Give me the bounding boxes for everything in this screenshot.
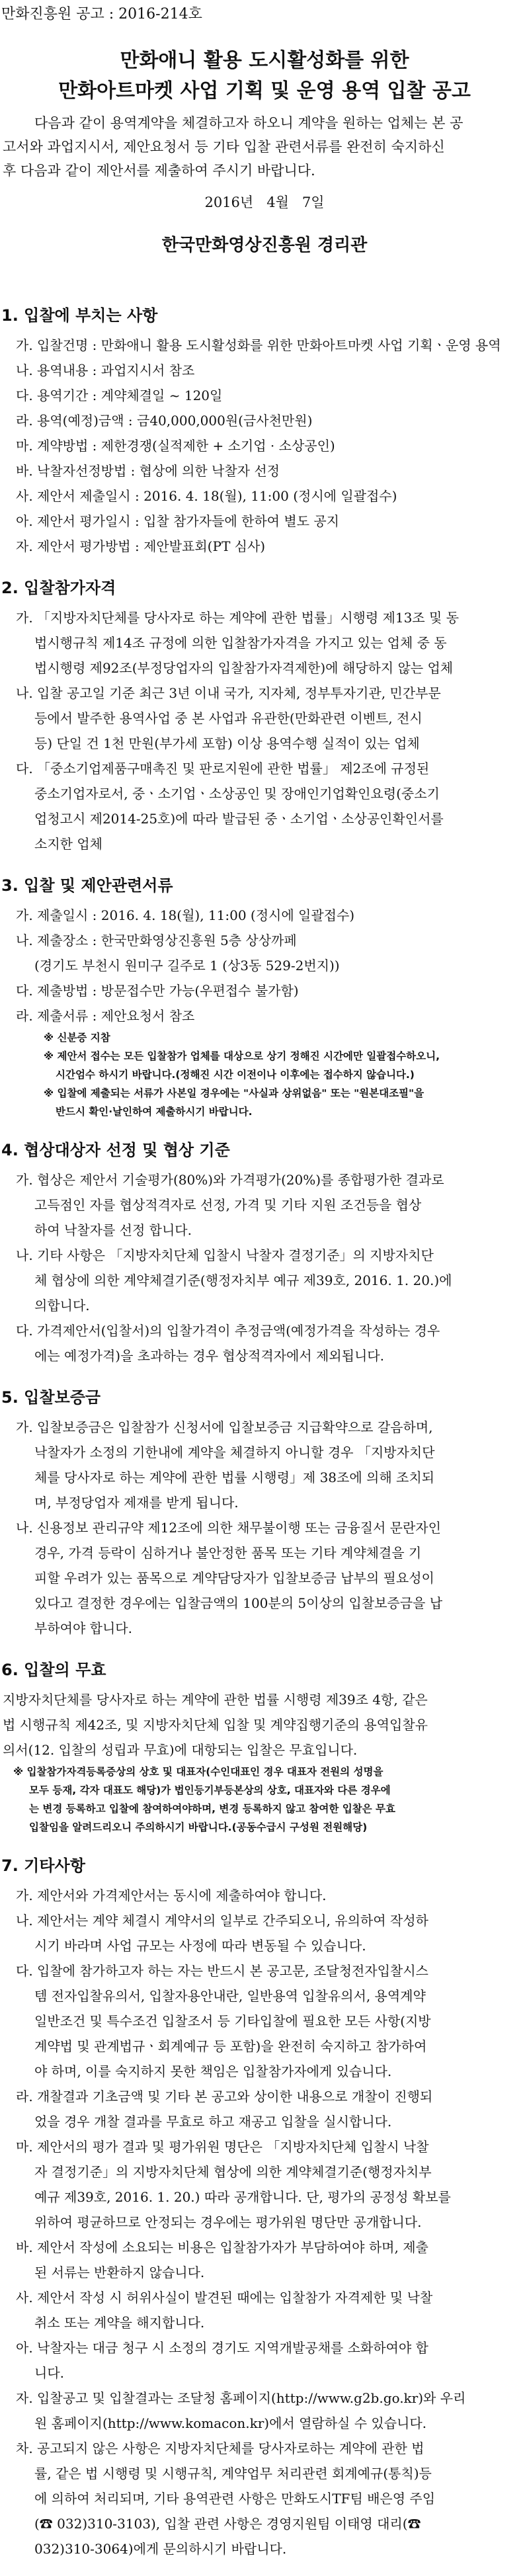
section-line: 업청고시 제2014-25호)에 따라 발급된 중ㆍ소기업ㆍ소상공인확인서를 <box>34 811 444 827</box>
section-body <box>0 1687 529 1837</box>
section-line: 취소 또는 계약을 해지합니다. <box>34 2315 205 2331</box>
section-line: 가. 협상은 제안서 기술평가(80%)와 가격평가(20%)를 종합평가한 결과로 <box>16 1172 444 1188</box>
section-title: 6. 입찰의 무효 <box>1 1661 106 1679</box>
section-line: 일반조건 및 특수조건 입찰조서 등 기타입찰에 필요한 모든 사항(지방 <box>34 2013 431 2029</box>
section-line: 소지한 업체 <box>34 836 102 852</box>
sections-container <box>0 301 529 2576</box>
section-line: 계약법 및 관계법규ㆍ회계예규 등 포함)을 완전히 숙지하고 참가하여 <box>34 2038 427 2054</box>
section-line: 법시행령 제92조(부정당업자의 입찰참가자격제한)에 해당하지 않는 업체 <box>34 660 454 676</box>
section-line: 중소기업자로서, 중ㆍ소기업ㆍ소상공인 및 장애인기업확인요령(중소기 <box>34 786 440 802</box>
section-line: 등에서 발주한 용역사업 중 본 사업과 유관한(만화관련 이벤트, 전시 <box>34 710 423 726</box>
section-line: 032)310-3064)에게 문의하시기 바랍니다. <box>34 2541 287 2557</box>
section-body <box>0 333 529 559</box>
section-line: 률, 같은 법 시행령 및 시행규칙, 계약업무 처리관련 회계예규(통칙)등 <box>34 2466 432 2481</box>
section-line: 마. 계약방법 : 제한경쟁(실적제한 + 소기업 · 소상공인) <box>16 438 335 454</box>
section-line: 나. 용역내용 : 과업지시서 참조 <box>16 362 195 378</box>
section-title: 3. 입찰 및 제안관련서류 <box>1 876 173 895</box>
section-line: 자. 입찰공고 및 입찰결과는 조달청 홈페이지(http://www.g2b.go.kr)와 우리 <box>16 2390 466 2406</box>
section-line: 하여 낙찰자를 선정 합니다. <box>34 1222 192 1238</box>
section-line: 야 하며, 이를 숙지하지 못한 책임은 입찰참가자에게 있습니다. <box>34 2063 392 2079</box>
section-line: 템 전자입찰유의서, 입찰자용안내란, 일반용역 입찰유의서, 용역계약 <box>34 1988 426 2004</box>
section <box>0 1383 529 1641</box>
section-line: (경기도 부천시 원미구 길주로 1 (상3동 529-2번지)) <box>34 958 340 974</box>
section-line: 있다고 결정한 경우에는 입찰금액의 100분의 5이상의 입찰보증금을 납 <box>34 1595 443 1611</box>
intro-line: 후 다음과 같이 제안서를 제출하여 주시기 바랍니다. <box>3 163 315 179</box>
section-line: 지방자치단체를 당사자로 하는 계약에 관한 법률 시행령 제39조 4항, 같은 <box>3 1692 428 1708</box>
notice-number: 만화진흥원 공고 : 2016-214호 <box>1 6 202 22</box>
section-body <box>0 605 529 856</box>
section-line: 다. 입찰에 참가하고자 하는 자는 반드시 본 공고문, 조달청전자입찰시스 <box>16 1963 428 1979</box>
section-note: 모두 등재, 각자 대표도 해당)가 법인등기부등본상의 상호, 대표자와 다른 경우에 <box>29 1784 391 1796</box>
section-line: 에 의하여 처리되며, 기타 용역관련 사항은 만화도시TF팀 배은영 주임 <box>34 2491 436 2507</box>
section-line: 사. 제안서 작성 시 허위사실이 발견된 때에는 입찰참가 자격제한 및 낙찰 <box>16 2290 433 2306</box>
section-body <box>0 903 529 1121</box>
section-note: 입찰임을 알려드리오니 주의하시기 바랍니다.(공동수급시 구성원 전원해당) <box>29 1821 368 1833</box>
section-line: 라. 제출서류 : 제안요청서 참조 <box>16 1008 195 1024</box>
section-line: 에는 예정가격)을 초과하는 경우 협상적격자에서 제외됩니다. <box>34 1348 384 1364</box>
section-line: 가. 제출일시 : 2016. 4. 18(월), 11:00 (정시에 일괄접수) <box>16 907 355 923</box>
section-line: 된 서류는 반환하지 않습니다. <box>34 2264 205 2280</box>
section-line: 시기 바라며 사업 규모는 사정에 따라 변동될 수 있습니다. <box>34 1938 366 1954</box>
section-note: ※ 제안서 접수는 모든 입찰참가 업체를 대상으로 상기 정해진 시간에만 일괄접수하오니, <box>44 1050 440 1062</box>
section <box>0 573 529 856</box>
intro-paragraph <box>3 111 526 183</box>
section-line: 며, 부정당업자 제재를 받게 됩니다. <box>34 1495 239 1511</box>
section-line: 낙찰자가 소정의 기한내에 계약을 체결하지 아니할 경우 「지방자치단 <box>34 1444 435 1460</box>
section-body <box>0 1883 529 2561</box>
section-line: 고득점인 자를 협상적격자로 선정, 가격 및 기타 지원 조건등을 협상 <box>34 1197 422 1213</box>
section-note: ※ 입찰에 제출되는 서류가 사본일 경우에는 "사실과 상위없음" 또는 "원본대조필"을 <box>44 1087 425 1099</box>
section-line: 피할 우려가 있는 품목으로 계약담당자가 입찰보증금 납부의 필요성이 <box>34 1570 434 1586</box>
section-title: 4. 협상대상자 선정 및 협상 기준 <box>1 1141 230 1159</box>
section-line: 아. 낙찰자는 대금 청구 시 소정의 경기도 지역개발공채를 소화하여야 합 <box>16 2340 428 2356</box>
section-line: 가. 제안서와 가격제안서는 동시에 제출하여야 합니다. <box>16 1888 327 1903</box>
section-title: 1. 입찰에 부치는 사항 <box>1 306 158 325</box>
section-line: 다. 「중소기업제품구매촉진 및 판로지원에 관한 법률」 제2조에 규정된 <box>16 761 430 776</box>
section-line: 라. 개찰결과 기초금액 및 기타 본 공고와 상이한 내용으로 개찰이 진행되 <box>16 2089 433 2104</box>
section-line: 차. 공고되지 않은 사항은 지방자치단체를 당사자로하는 계약에 관한 법 <box>16 2440 425 2456</box>
section-line: 등) 단일 건 1천 만원(부가세 포함) 이상 용역수행 실적이 있는 업체 <box>34 735 420 751</box>
section-line: 라. 용역(예정)금액 : 금40,000,000원(금사천만원) <box>16 413 313 429</box>
section-note: 는 변경 등록하고 입찰에 참여하여야하며, 변경 등록하지 않고 참여한 입찰은 무효 <box>29 1803 395 1815</box>
section-line: 아. 제안서 평가일시 : 입찰 참가자들에 한하여 별도 공지 <box>16 513 339 529</box>
section <box>0 1851 529 2561</box>
section-note: 시간엄수 하시기 바랍니다.(정해진 시간 이전이나 이후에는 접수하지 않습니다.) <box>56 1069 415 1081</box>
section-title: 2. 입찰참가자격 <box>1 579 116 597</box>
section-line: 법 시행규칙 제42조, 및 지방자치단체 입찰 및 계약집행기준의 용역입찰유 <box>3 1717 428 1733</box>
section <box>0 301 529 559</box>
section-line: 의합니다. <box>34 1298 90 1313</box>
section-title: 7. 기타사항 <box>1 1856 85 1875</box>
section-note: 반드시 확인·날인하여 제출하시기 바랍니다. <box>56 1106 253 1118</box>
section-line: 가. 입찰건명 : 만화애니 활용 도시활성화를 위한 만화아트마켓 사업 기획ㆍ운영 용역 <box>16 337 501 353</box>
section-title: 5. 입찰보증금 <box>1 1388 101 1407</box>
section-line: 경우, 가격 등락이 심하거나 불안정한 품목 또는 기타 계약체결을 기 <box>34 1545 422 1561</box>
section-line: 마. 제안서의 평가 결과 및 평가위원 명단은 「지방자치단체 입찰시 낙찰 <box>16 2139 429 2155</box>
section-line: 다. 용역기간 : 계약체결일 ~ 120일 <box>16 388 223 403</box>
section-line: 가. 「지방자치단체를 당사자로 하는 계약에 관한 법률」시행령 제13조 및 동 <box>16 610 459 626</box>
document-title-line2: 만화아트마켓 사업 기획 및 운영 용역 입찰 공고 <box>58 79 471 103</box>
section-line: 예규 제39호, 2016. 1. 20.) 따라 공개합니다. 단, 평가의 공정성 확보를 <box>34 2189 451 2205</box>
notice-date: 2016년 4월 7일 <box>204 194 325 210</box>
section-body <box>0 1167 529 1368</box>
intro-line: 다음과 같이 용역계약을 체결하고자 하오니 계약을 원하는 업체는 본 공 <box>34 115 464 131</box>
section-line: 자 결정기준」의 지방자치단체 협상에 의한 계약체결기준(행정자치부 <box>34 2164 432 2180</box>
section-line: 법시행규칙 제14조 규정에 의한 입찰참가자격을 가지고 있는 업체 중 동 <box>34 635 447 651</box>
section-line: 위하여 평균하므로 안정되는 경우에는 평가위원 명단만 공개합니다. <box>34 2214 422 2230</box>
issuer-name: 한국만화영상진흥원 경리관 <box>161 235 368 255</box>
section-line: 사. 제안서 제출일시 : 2016. 4. 18(월), 11:00 (정시에 일괄접수) <box>16 488 397 504</box>
intro-line: 고서와 과업지시서, 제안요청서 등 기타 입찰 관련서류를 완전히 숙지하신 <box>3 139 445 155</box>
section-line: 체를 당사자로 하는 계약에 관한 법률 시행령」제 38조에 의해 조치되 <box>34 1470 434 1485</box>
section-body <box>0 1415 529 1641</box>
section-line: 나. 입찰 공고일 기준 최근 3년 이내 국가, 지자체, 정부투자기관, 민간부문 <box>16 685 441 701</box>
section <box>0 1136 529 1368</box>
section-line: 나. 신용정보 관리규약 제12조에 의한 채무불이행 또는 금융질서 문란자인 <box>16 1520 441 1536</box>
document-title-line1: 만화애니 활용 도시활성화를 위한 <box>120 49 409 72</box>
section-line: 나. 기타 사항은 「지방자치단체 입찰시 낙찰자 결정기준」의 지방자치단 <box>16 1247 434 1263</box>
section-line: 나. 제안서는 계약 체결시 계약서의 일부로 간주되오니, 유의하여 작성하 <box>16 1913 428 1929</box>
section-line: 나. 제출장소 : 한국만화영상진흥원 5층 상상까페 <box>16 933 297 948</box>
section <box>0 871 529 1121</box>
section-line: 가. 입찰보증금은 입찰참가 신청서에 입찰보증금 지급확약으로 갈음하며, <box>16 1419 433 1435</box>
section-line: 었을 경우 개찰 결과를 무효로 하고 재공고 입찰을 실시합니다. <box>34 2114 392 2130</box>
section-line: 니다. <box>34 2365 64 2381</box>
section-note: ※ 입찰참가자격등록증상의 상호 및 대표자(수인대표인 경우 대표자 전원의 성명을 <box>13 1766 384 1778</box>
section-line: 부하여야 합니다. <box>34 1620 132 1636</box>
section-line: 원 홈페이지(http://www.komacon.kr)에서 열람하실 수 있습니다. <box>34 2415 427 2431</box>
section <box>0 1655 529 1837</box>
section-line: 바. 제안서 작성에 소요되는 비용은 입찰참가자가 부담하여야 하며, 제출 <box>16 2239 428 2255</box>
section-line: (☎ 032)310-3103), 입찰 관련 사항은 경영지원팀 이태영 대리(☎ <box>34 2516 421 2532</box>
section-line: 바. 낙찰자선정방법 : 협상에 의한 낙찰자 선정 <box>16 463 280 479</box>
section-line: 의서(12. 입찰의 성립과 무효)에 대항되는 입찰은 무효입니다. <box>3 1742 358 1758</box>
section-line: 체 협상에 의한 계약체결기준(행정자치부 예규 제39호, 2016. 1. 20.)에 <box>34 1272 452 1288</box>
section-line: 자. 제안서 평가방법 : 제안발표회(PT 심사) <box>16 538 266 554</box>
section-line: 다. 제출방법 : 방문접수만 가능(우편접수 불가함) <box>16 983 299 999</box>
section-line: 다. 가격제안서(입찰서)의 입찰가격이 추정금액(예정가격을 작성하는 경우 <box>16 1323 440 1339</box>
section-note: ※ 신분증 지참 <box>44 1032 110 1044</box>
